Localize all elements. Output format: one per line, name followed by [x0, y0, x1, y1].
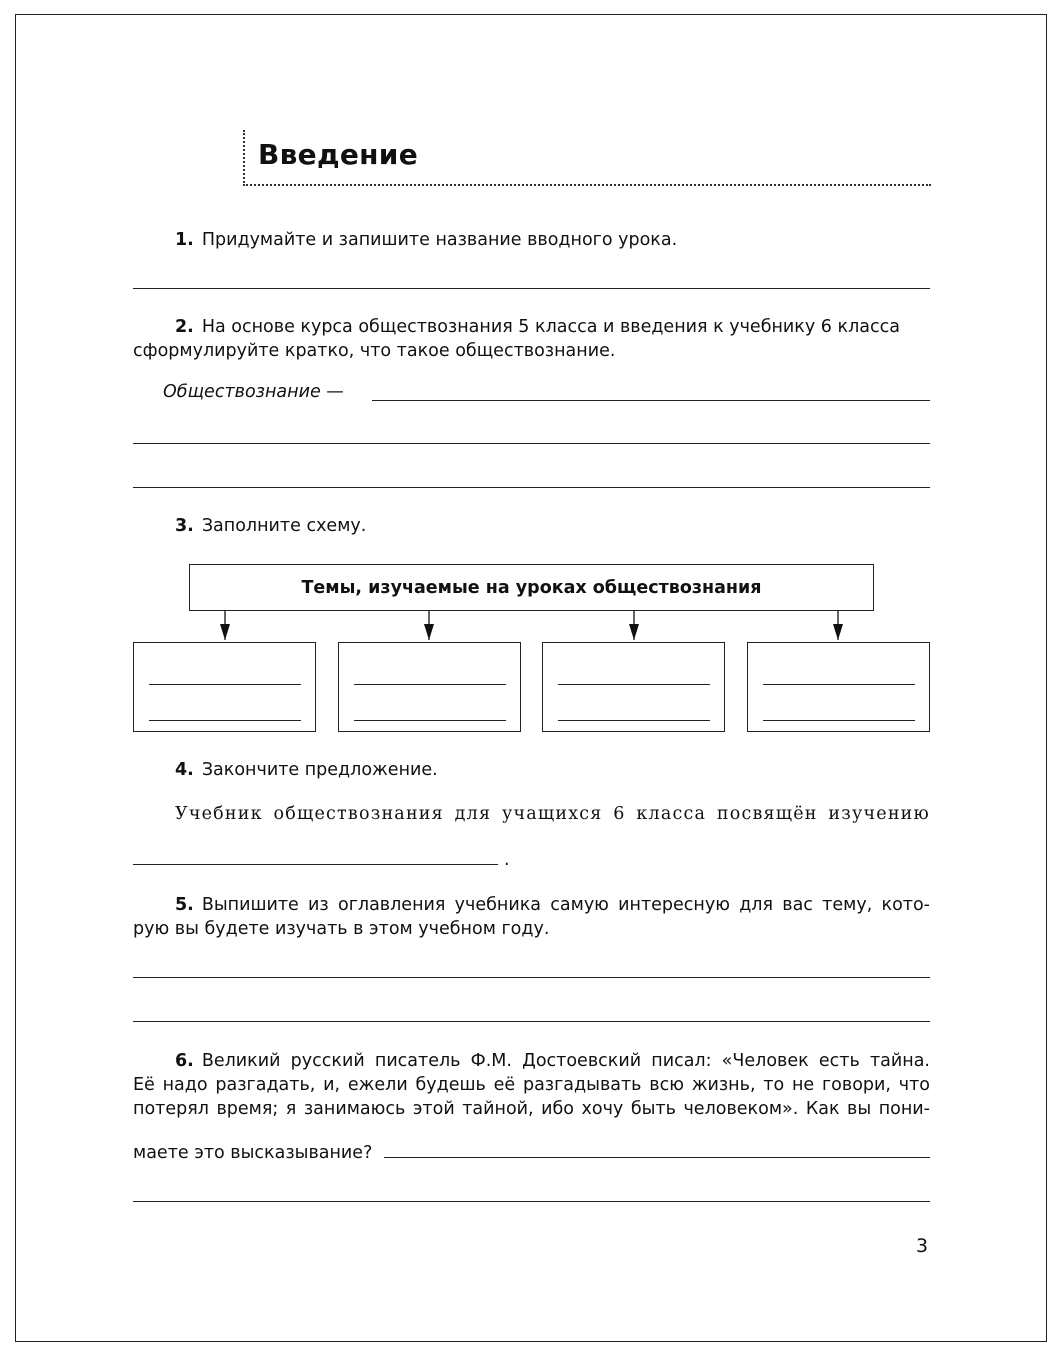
schema-box-1[interactable] — [133, 642, 316, 732]
schema-box-3[interactable] — [542, 642, 725, 732]
task-2-number: 2. — [175, 317, 194, 337]
task-2-prompt: Обществознание — — [163, 382, 344, 402]
answer-line[interactable] — [558, 720, 710, 721]
task-6-number: 6. — [175, 1051, 194, 1071]
answer-line[interactable] — [384, 1157, 930, 1158]
task-4-sentence: Учебник обществознания для учащихся 6 класса посвящён изучению — [175, 804, 930, 824]
answer-line[interactable] — [149, 720, 301, 721]
task-6-line2: Её надо разгадать, и, ежели будешь её разгадывать всю жизнь, то не говори, что — [133, 1075, 930, 1095]
answer-line[interactable] — [354, 720, 506, 721]
answer-line[interactable] — [763, 720, 915, 721]
answer-line[interactable] — [133, 1201, 930, 1202]
arrow-1 — [220, 611, 230, 640]
task-2-line2: сформулируйте кратко, что такое обществознание. — [133, 341, 616, 361]
arrow-4 — [833, 611, 843, 640]
task-1-number: 1. — [175, 230, 194, 250]
page-number: 3 — [916, 1235, 929, 1257]
task-6-text: Великий русский писатель Ф.М. Достоевский писал: «Человек есть тайна. — [201, 1051, 930, 1071]
task-5-number: 5. — [175, 895, 194, 915]
answer-line[interactable] — [149, 684, 301, 685]
task-4 — [175, 758, 438, 782]
task-4-end-mark: . — [504, 850, 510, 870]
task-1-text: Придумайте и запишите название вводного урока. — [201, 230, 678, 250]
answer-line[interactable] — [133, 864, 498, 865]
answer-line[interactable] — [763, 684, 915, 685]
task-3-number: 3. — [175, 516, 194, 536]
answer-line[interactable] — [133, 1021, 930, 1022]
task-4-number: 4. — [175, 760, 194, 780]
task-3-text: Заполните схему. — [201, 516, 367, 536]
page-title: Введение — [258, 138, 419, 171]
task-5-line2: рую вы будете изучать в этом учебном году. — [133, 919, 550, 939]
arrow-2 — [424, 611, 434, 640]
schema-box-4[interactable] — [747, 642, 930, 732]
arrow-3 — [629, 611, 639, 640]
task-5-line1 — [175, 893, 930, 917]
task-6-line3: потерял время; я занимаюсь этой тайной, ибо хочу быть человеком». Как вы пони- — [133, 1099, 930, 1119]
answer-line[interactable] — [354, 684, 506, 685]
schema-title: Темы, изучаемые на уроках обществознания — [301, 577, 762, 598]
task-6-line4: маете это высказывание? — [133, 1143, 373, 1163]
task-5-text: Выпишите из оглавления учебника самую интересную для вас тему, кото- — [201, 895, 930, 915]
schema-box-2[interactable] — [338, 642, 521, 732]
task-2-text: На основе курса обществознания 5 класса и введения к учебнику 6 класса — [201, 317, 900, 337]
task-6-line1 — [175, 1049, 930, 1073]
answer-line[interactable] — [558, 684, 710, 685]
answer-line[interactable] — [133, 977, 930, 978]
task-4-text: Закончите предложение. — [201, 760, 438, 780]
